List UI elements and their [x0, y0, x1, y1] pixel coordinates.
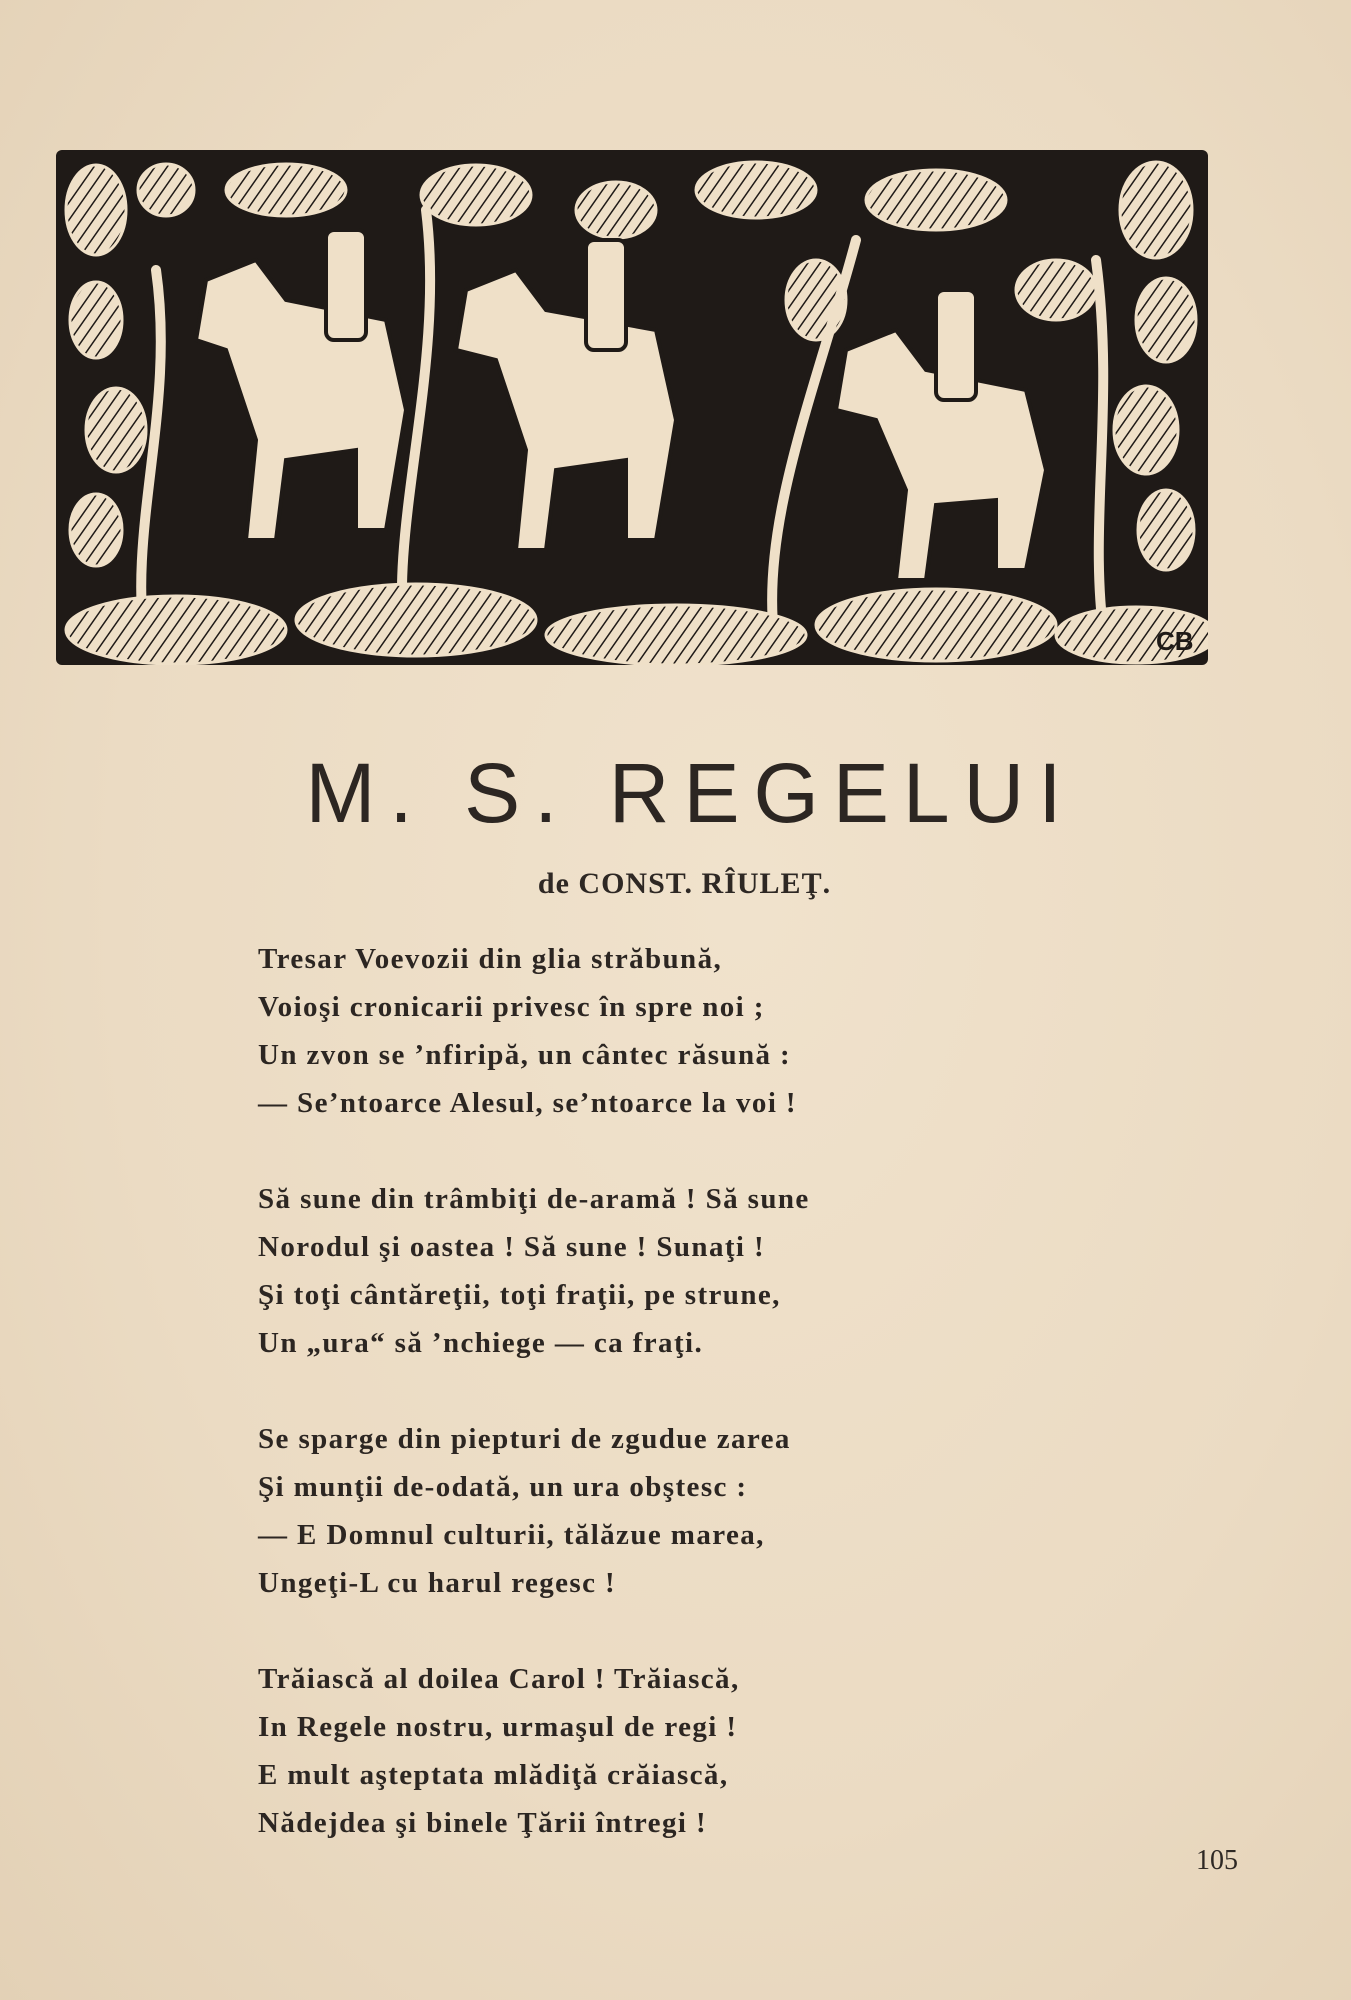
stanza — [258, 935, 978, 1127]
poem-line: Trăiască al doilea Carol ! Trăiască, — [258, 1663, 740, 1695]
stanza — [258, 1655, 978, 1847]
page-title: M. S. REGELUI — [305, 746, 1076, 840]
poem-line: Se sparge din piepturi de zgudue zarea — [258, 1423, 791, 1455]
woodcut-horsemen-icon — [56, 150, 1208, 665]
woodcut-signature: CB — [1156, 626, 1194, 656]
poem-line: — Se’ntoarce Alesul, se’ntoarce la voi ! — [258, 1087, 797, 1119]
stanza — [258, 1415, 978, 1607]
poem-line: Să sune din trâmbiţi de-aramă ! Să sune — [258, 1183, 810, 1215]
poem — [258, 935, 978, 1895]
poem-line: — E Domnul culturii, tălăzue marea, — [258, 1519, 765, 1551]
poem-line: Un zvon se ’nfiripă, un cântec răsună : — [258, 1039, 792, 1071]
poem-line: Tresar Voevozii din glia străbună, — [258, 943, 723, 975]
poem-line: Ungeţi-L cu harul regesc ! — [258, 1567, 617, 1599]
page-number: 105 — [1196, 1845, 1238, 1876]
poem-line: Un „ura“ să ’nchiege — ca fraţi. — [258, 1327, 704, 1359]
poem-line: Şi munţii de-odată, un ura obştesc : — [258, 1471, 748, 1503]
stanza — [258, 1175, 978, 1367]
poem-line: Nădejdea şi binele Ţării întregi ! — [258, 1807, 708, 1839]
poem-line: Şi toţi cântăreţii, toţi fraţii, pe strune, — [258, 1279, 781, 1311]
poem-line: Norodul şi oastea ! Să sune ! Sunaţi ! — [258, 1231, 766, 1263]
poem-line: E mult aşteptata mlădiţă crăiască, — [258, 1759, 729, 1791]
poem-line: In Regele nostru, urmaşul de regi ! — [258, 1711, 738, 1743]
poem-line: Voioşi cronicarii privesc în spre noi ; — [258, 991, 765, 1023]
author-byline: de CONST. RÎULEŢ. — [537, 867, 832, 900]
